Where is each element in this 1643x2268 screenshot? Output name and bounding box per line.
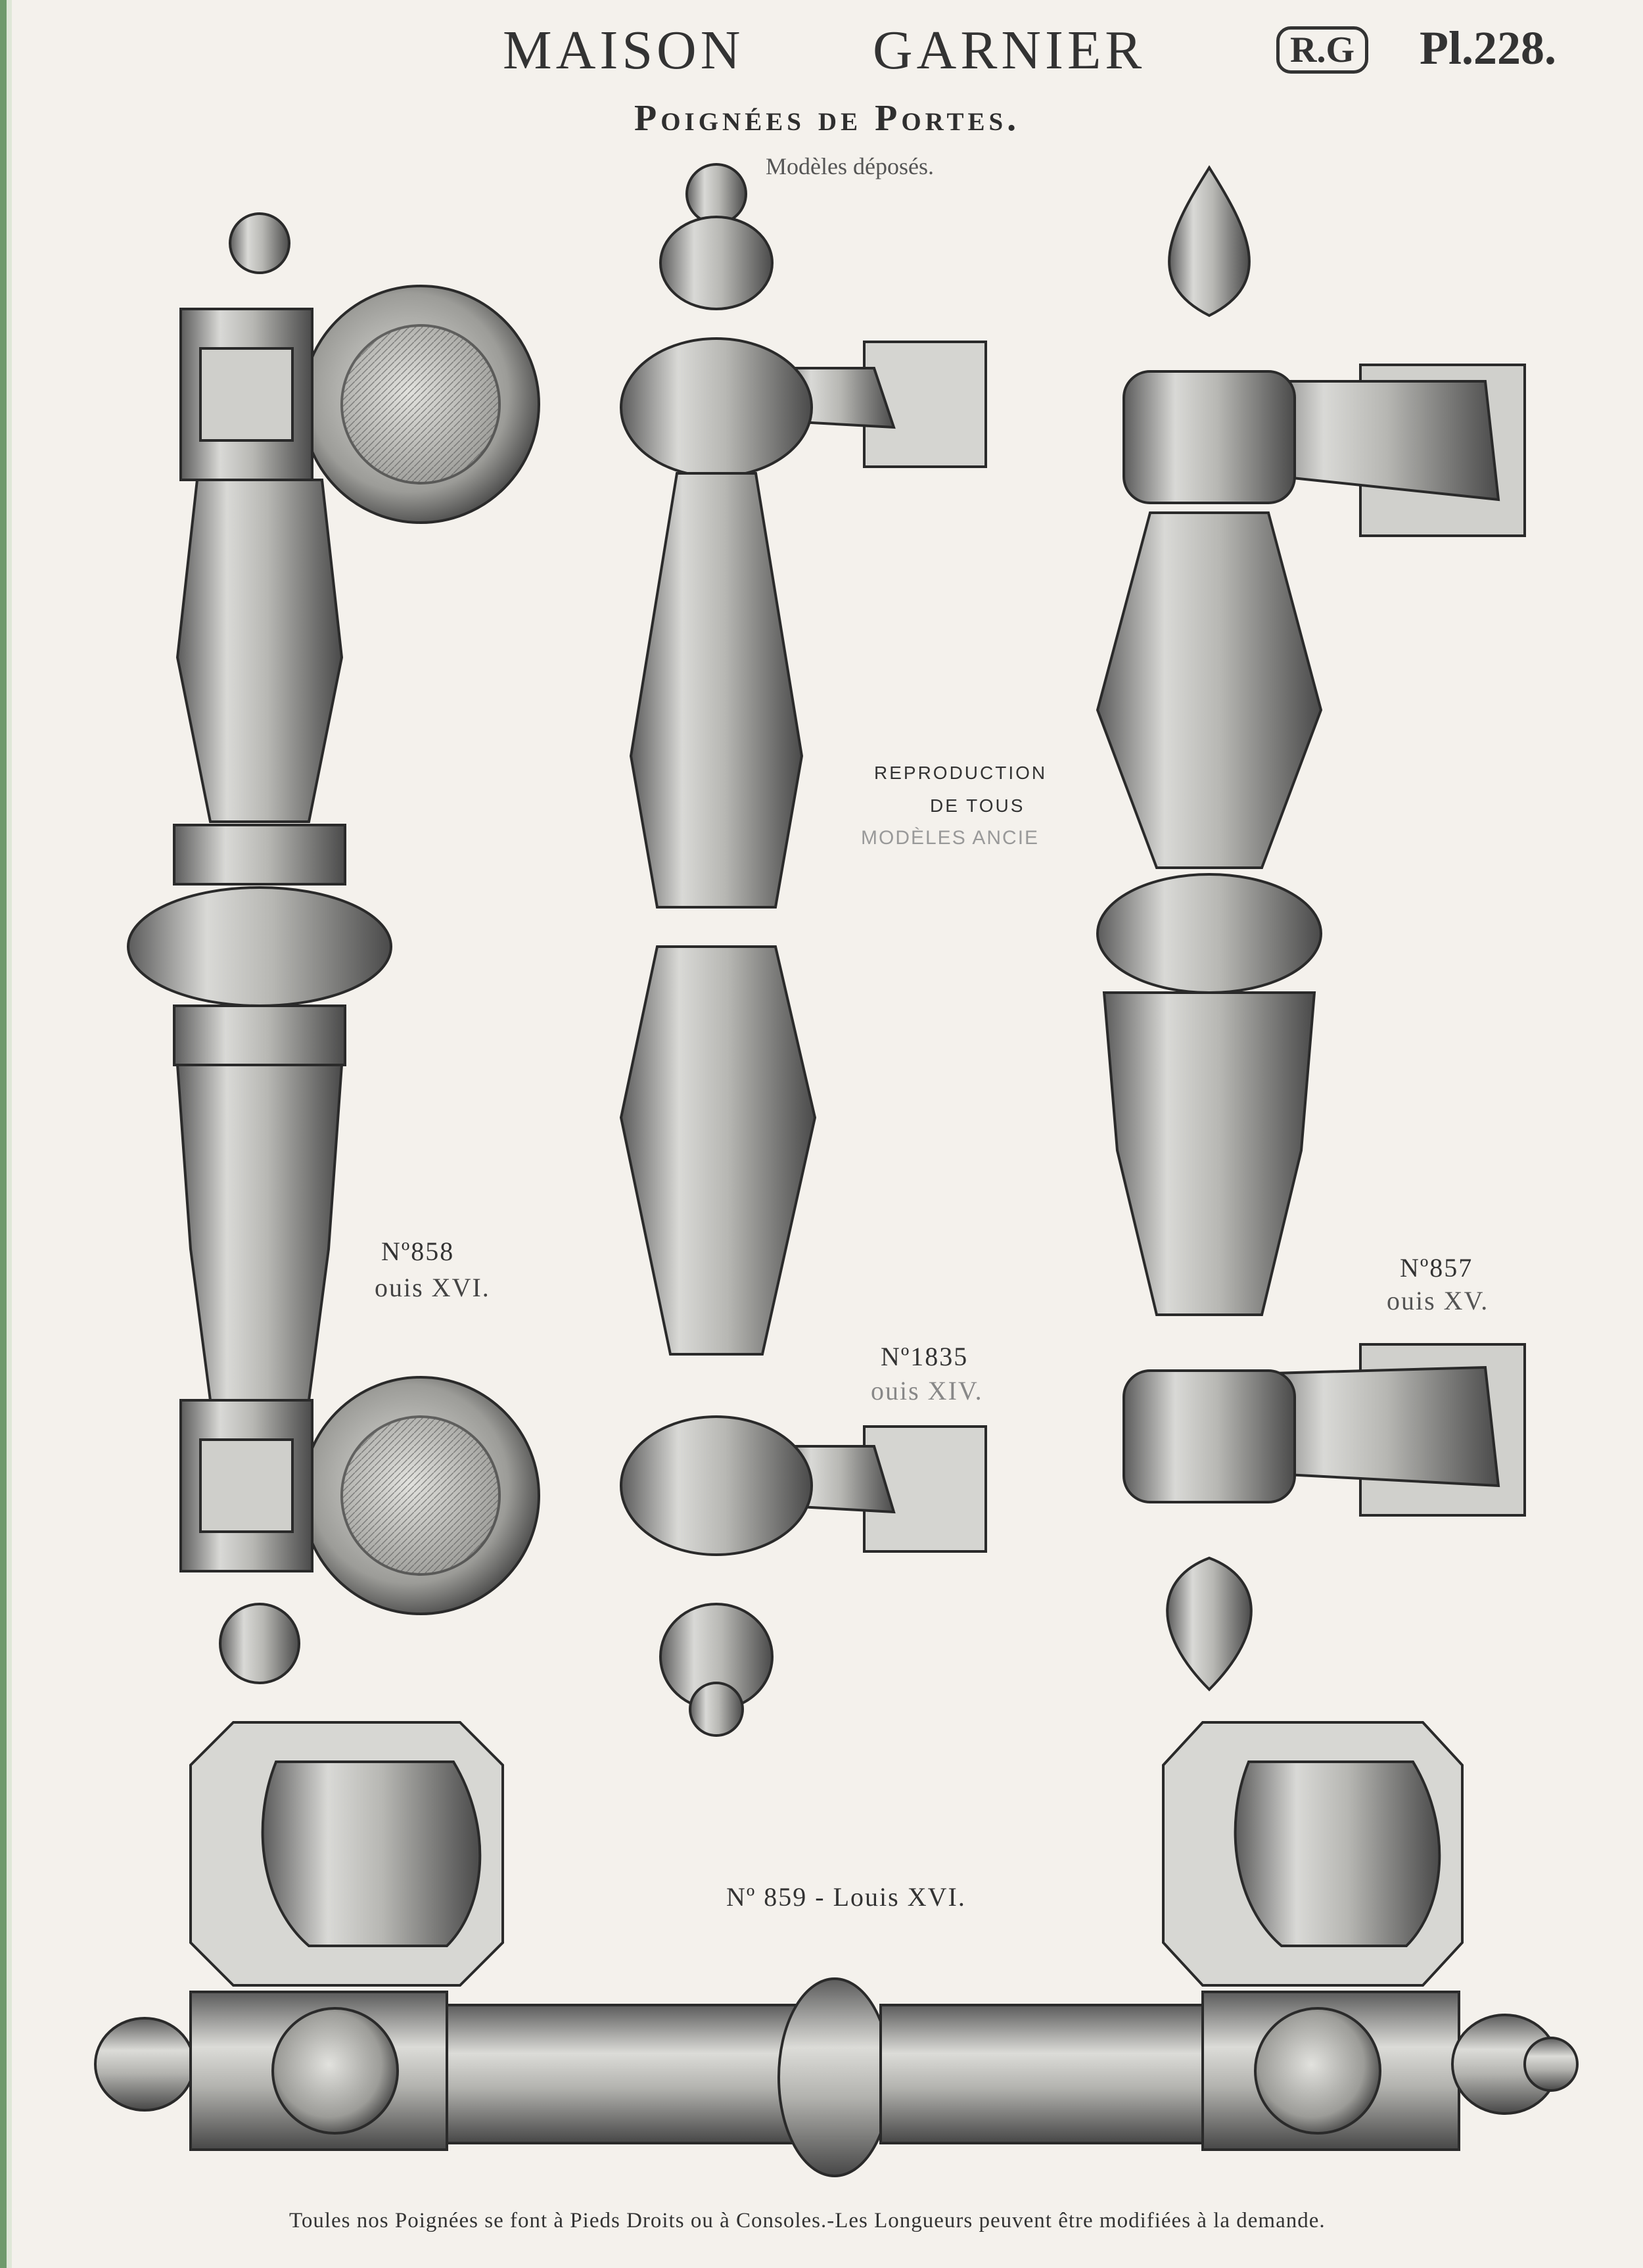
reproduction-notice-line2: DE TOUS [930,795,1025,816]
house-name-left: MAISON [503,20,745,81]
reproduction-notice-line3: MODÈLES ANCIE [861,827,1040,849]
handle-858-drawing [128,214,539,1683]
model-858-number: Nº858 [381,1237,455,1266]
model-1835-number: Nº1835 [881,1342,969,1371]
plate-number: Pl.228. [1420,22,1556,74]
handle-857-drawing [1098,168,1525,1689]
model-858-style: ouis XVI. [375,1273,490,1302]
footer-note: Toules nos Poignées se font à Pieds Droits ou à Consoles.-Les Longueurs peuvent être modifiées à la demande. [289,2209,1326,2233]
registered-models-note: Modèles déposés. [766,153,934,179]
house-name-right: GARNIER [873,20,1146,81]
model-1835-style: ouis XIV. [871,1376,983,1406]
handle-1835-drawing [621,164,986,1736]
model-859-label: Nº 859 - Louis XVI. [726,1882,966,1912]
page-title: Poignées de Portes. [634,98,1021,139]
reproduction-notice-line1: REPRODUCTION [874,763,1048,783]
handle-859-drawing [95,1722,1577,2176]
model-857-number: Nº857 [1400,1253,1473,1283]
monogram-badge: R.G [1276,26,1368,74]
model-857-style: ouis XV. [1387,1286,1489,1315]
